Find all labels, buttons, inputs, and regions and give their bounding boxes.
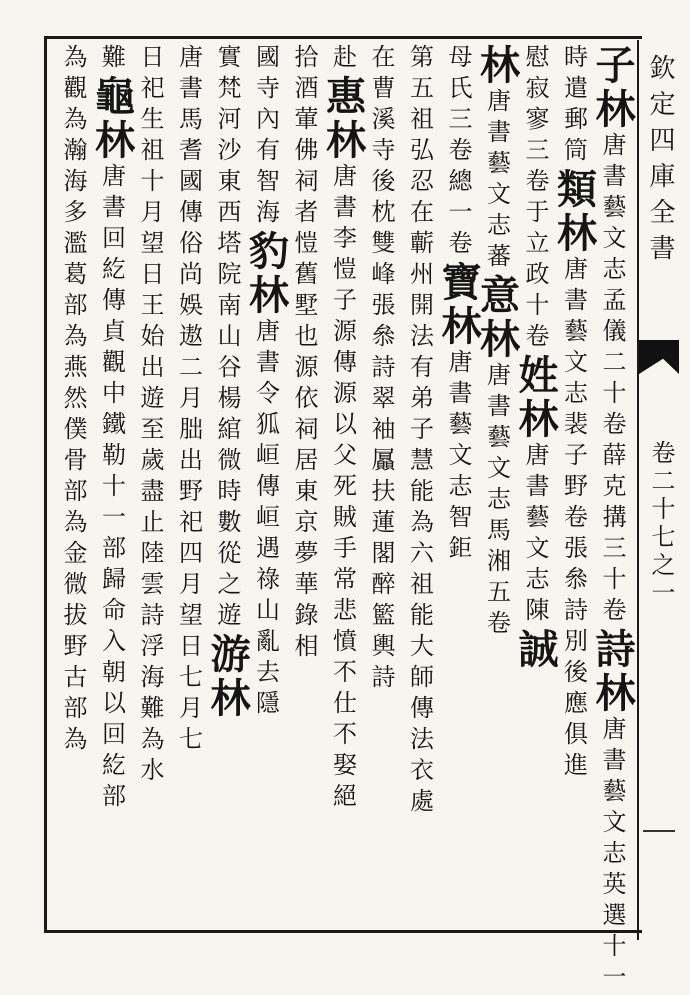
text-segment: 總 xyxy=(444,168,472,199)
headword: 類 xyxy=(550,168,598,212)
text-segment: 別後應俱進 xyxy=(559,628,588,783)
headword: 林 xyxy=(88,119,136,163)
text-segment: 在曹溪 xyxy=(367,44,395,137)
text-column xyxy=(398,44,442,924)
text-column xyxy=(321,44,365,924)
text-segment: 五卷 xyxy=(482,579,511,641)
headword: 林 xyxy=(319,119,367,163)
left-border xyxy=(44,36,47,933)
headword: 寶 xyxy=(435,261,482,305)
headword: 豹 xyxy=(242,230,290,274)
text-segment: 赴 xyxy=(328,44,357,75)
headword: 誠 xyxy=(512,628,559,672)
text-segment: 為觀 xyxy=(59,44,87,106)
text-segment: 卷張叅詩 xyxy=(559,504,588,628)
text-segment: 楊綰微時數從之遊 xyxy=(213,385,241,633)
text-segment: 十卷薛克搆 xyxy=(598,380,626,535)
headword: 林 xyxy=(589,88,636,132)
text-column xyxy=(128,44,172,924)
headword: 林 xyxy=(550,212,598,256)
text-segment: 拾 xyxy=(290,44,318,75)
text-column xyxy=(475,44,519,924)
text-segment: 唐書馬耆國傳俗尚娛遨二月朏出野祀四月望日 xyxy=(174,44,203,664)
text-segment: 佛祠者愷舊墅也源依祠居東京夢華錄相 xyxy=(290,137,318,664)
text-column xyxy=(359,44,403,924)
text-segment: 十卷 xyxy=(521,292,549,354)
text-column xyxy=(51,44,95,924)
text-segment: 唐書藝文志孟儀 xyxy=(598,132,626,349)
text-column xyxy=(513,44,557,924)
page-margin xyxy=(637,40,679,940)
text-segment: 為瀚海多濫葛部為燕然僕骨部為金微拔野古部為 xyxy=(59,106,87,757)
text-column xyxy=(552,44,596,924)
text-segment: 母氏 xyxy=(444,44,472,106)
text-column xyxy=(244,44,288,924)
juan-label: 卷二十七之一 xyxy=(647,440,675,608)
text-segment: 一卷 xyxy=(444,199,472,261)
text-segment: 唐書藝文志馬 xyxy=(482,362,511,548)
headword: 子 xyxy=(589,44,636,88)
text-segment: 二 xyxy=(598,349,626,380)
headword: 林 xyxy=(242,274,290,318)
text-segment: 唐書藝文志陳 xyxy=(521,442,549,628)
headword: 意 xyxy=(473,274,521,318)
headword: 林 xyxy=(512,398,559,442)
text-segment: 唐書回紇傳貞觀中鐵勒十一部歸命入朝以回紇部 xyxy=(97,163,126,814)
text-segment: 谷 xyxy=(213,354,241,385)
headword: 龜 xyxy=(88,75,136,119)
text-segment: 七月七 xyxy=(174,664,203,757)
text-segment: 後枕雙峰張叅詩翠袖屭扶蓮閣醉籃輿詩 xyxy=(367,168,395,695)
text-column xyxy=(205,44,249,924)
text-segment: 唐書令狐峘傳峘遇祿山亂去隱 xyxy=(251,318,280,721)
text-segment: 難 xyxy=(97,44,126,75)
text-column xyxy=(90,44,134,924)
text-segment: 唐書藝文志蕃 xyxy=(482,88,511,274)
headword: 林 xyxy=(473,44,521,88)
text-segment: 時遣郵筒 xyxy=(559,44,588,168)
text-segment: 三卷于立政 xyxy=(521,137,549,292)
text-segment: 日祀生祖十月望日王始出遊至歲盡止陸雲詩浮海難為水 xyxy=(136,44,164,788)
text-segment: 唐書藝文志 xyxy=(598,716,626,871)
text-segment: 國寺內有智海 xyxy=(251,44,280,230)
margin-divider xyxy=(643,830,675,832)
text-segment: 湘 xyxy=(482,548,511,579)
text-segment: 寺 xyxy=(367,137,395,168)
text-segment: 南山 xyxy=(213,292,241,354)
text-segment: 三卷 xyxy=(444,106,472,168)
headword: 詩 xyxy=(589,628,636,672)
fish-tail-mark xyxy=(639,340,679,374)
headword: 游 xyxy=(204,633,251,677)
text-segment: 唐書李愷子源傳源以父死賊手常悲憤不仕不娶絕 xyxy=(328,163,357,814)
headword: 林 xyxy=(473,318,521,362)
bottom-border xyxy=(44,930,642,933)
text-column xyxy=(436,44,480,924)
text-segment: 實梵河沙東西塔院 xyxy=(213,44,241,292)
headword: 林 xyxy=(589,672,636,716)
headword: 林 xyxy=(435,305,482,349)
headword: 惠 xyxy=(319,75,367,119)
text-segment: 唐書藝文志裴子野 xyxy=(559,256,588,504)
headword: 林 xyxy=(204,677,251,721)
text-column xyxy=(282,44,326,924)
text-segment: 唐書藝文志智鉅 xyxy=(444,349,472,566)
text-segment: 第五祖弘忍在蘄州開法有弟子慧能為六祖能大師傳法衣處 xyxy=(405,44,434,819)
top-border xyxy=(44,36,642,39)
text-segment: 英選十一 xyxy=(598,871,626,995)
book-title: 欽定四庫全書 xyxy=(645,54,675,270)
text-segment: 酒葷 xyxy=(290,75,318,137)
text-segment: 慰寂寥 xyxy=(521,44,549,137)
text-segment: 三十卷 xyxy=(598,535,626,628)
text-column xyxy=(167,44,211,924)
headword: 姓 xyxy=(512,354,559,398)
